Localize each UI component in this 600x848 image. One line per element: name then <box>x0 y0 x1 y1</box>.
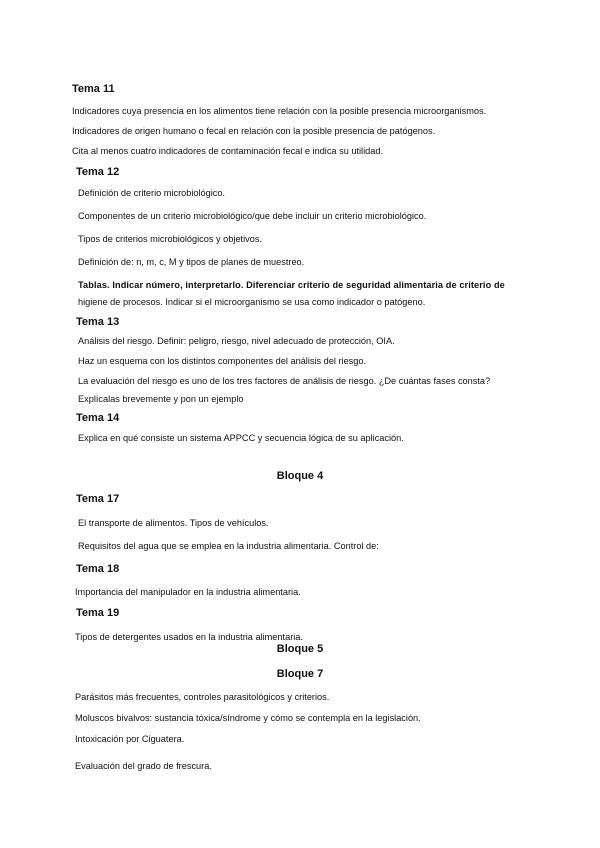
tema-13-line-1: Análisis del riesgo. Definir: peligro, riesgo, nivel adecuado de protección, OIA. <box>78 336 395 346</box>
bloque-4-heading: Bloque 4 <box>276 470 324 482</box>
bloque-5-heading: Bloque 5 <box>276 643 324 655</box>
bloque-7-line-3: Intoxicación por Ciguatera. <box>75 734 185 744</box>
tema-12-heading: Tema 12 <box>76 166 120 178</box>
tema-12-tables-line-2: higiene de procesos. Indicar si el microorganismo se usa como indicador o patógeno. <box>78 297 426 307</box>
tema-14-heading: Tema 14 <box>76 412 120 424</box>
bloque-7-line-2: Moluscos bivalvos: sustancia tóxica/síndrome y cómo se contempla en la legislación. <box>75 713 421 723</box>
tema-12-line-3: Tipos de criterios microbiológicos y objetivos. <box>78 234 262 244</box>
tema-12-line-4: Definición de: n, m, c, M y tipos de planes de muestreo. <box>78 257 305 267</box>
tema-12-line-2: Componentes de un criterio microbiológico/que debe incluir un criterio microbiológico. <box>78 211 427 221</box>
tema-11-line-2: Indicadores de origen humano o fecal en relación con la posible presencia de patógenos. <box>72 126 436 136</box>
bloque-7-line-1: Parásitos más frecuentes, controles parasitológicos y criterios. <box>75 692 330 702</box>
tema-11-line-1: Indicadores cuya presencia en los alimentos tiene relación con la posible presencia microorganismos. <box>72 106 487 116</box>
tema-18-heading: Tema 18 <box>76 563 120 575</box>
tema-11-line-3: Cita al menos cuatro indicadores de contaminación fecal e indica su utilidad. <box>72 146 384 156</box>
tema-11-heading: Tema 11 <box>72 83 115 95</box>
tema-13-heading: Tema 13 <box>76 316 120 328</box>
tema-12-tables-line-1: Tablas. Indicar número, interpretarlo. Diferenciar criterio de seguridad alimentaria de criterio de <box>78 280 505 290</box>
tema-13-line-4: Explícalas brevemente y pon un ejemplo <box>78 394 244 404</box>
tema-12-line-1: Definición de criterio microbiológico. <box>78 188 226 198</box>
tema-17-line-2: Requisitos del agua que se emplea en la industria alimentaria. Control de: <box>78 541 379 551</box>
bloque-7-heading: Bloque 7 <box>276 668 324 680</box>
tema-17-heading: Tema 17 <box>76 493 120 505</box>
tema-14-line-1: Explica en qué consiste un sistema APPCC y secuencia lógica de su aplicación. <box>78 433 404 443</box>
bloque-7-line-4: Evaluación del grado de frescura. <box>75 761 212 771</box>
tema-19-line-1: Tipos de detergentes usados en la industria alimentaria. <box>75 632 303 642</box>
tema-13-line-3: La evaluación del riesgo es uno de los tres factores de análisis de riesgo. ¿De cuántas fases consta? <box>78 376 491 386</box>
tema-18-line-1: Importancia del manipulador en la industria alimentaria. <box>75 587 301 597</box>
tema-19-heading: Tema 19 <box>76 607 120 619</box>
tema-17-line-1: El transporte de alimentos. Tipos de vehículos. <box>78 518 269 528</box>
tema-13-line-2: Haz un esquema con los distintos componentes del análisis del riesgo. <box>78 356 367 366</box>
